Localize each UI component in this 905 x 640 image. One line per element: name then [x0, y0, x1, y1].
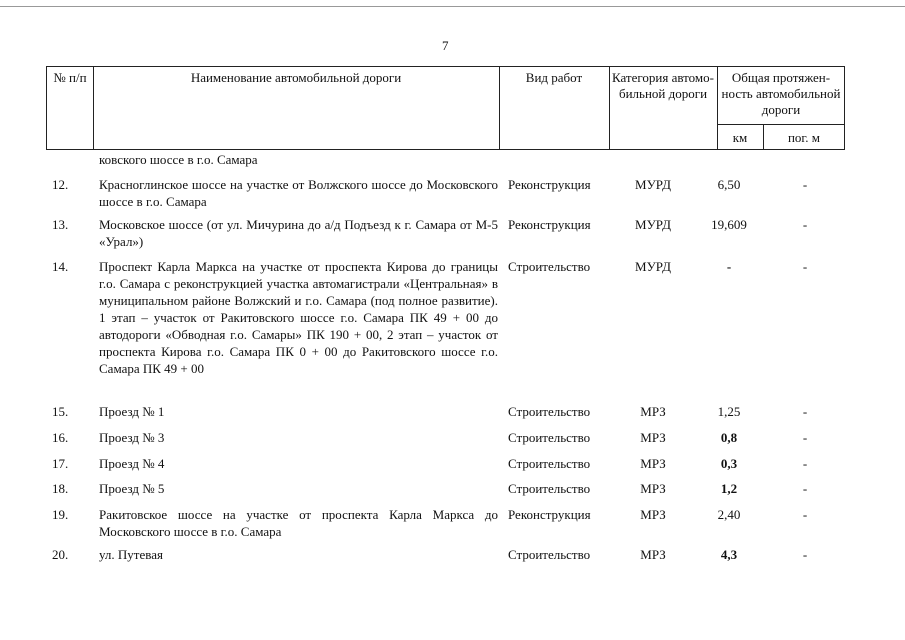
category-cell: МРЗ — [640, 404, 666, 419]
length-km-cell: 2,40 — [717, 507, 741, 522]
length-km-cell: 0,3 — [720, 456, 738, 471]
category-cell: МУРД — [635, 259, 671, 274]
length-pog-m-cell: - — [802, 507, 808, 522]
row-number-cell: 13. — [52, 217, 69, 232]
length-pog-m-cell: - — [802, 456, 808, 471]
row-number-cell: 16. — [52, 430, 69, 445]
length-km-cell: 19,609 — [711, 217, 747, 232]
header-divider-2 — [499, 66, 500, 150]
row-number-cell: 20. — [52, 547, 69, 562]
length-pog-m-cell: - — [802, 404, 808, 419]
length-pog-m-cell: - — [802, 547, 808, 562]
category-cell: МУРД — [635, 217, 671, 232]
header-pog-m: пог. м — [787, 130, 821, 145]
work-type-cell: Строительство — [508, 430, 591, 445]
row-number-cell: 15. — [52, 404, 69, 419]
road-name-cell: Проспект Карла Маркса на участке от проспекта Кирова до границы г.о. Самара с реконструкцией участка автомагистрали «Центральная» в муниципальном районе Волжский и г.о. Самара (под полное развитие). 1 этап – участок от Ракитовского шоссе г.о. Самара ПК 49 + 00 до автодороги «Обводная г.о. Самары» ПК 190 + 00, 2 этап – участок от проспекта Кирова г.о. Самара ПК 0 + 00 до Ракитовского шоссе г.о. Самара ПК 49 + 00 — [99, 259, 498, 376]
header-name: Наименование автомобильной дороги — [190, 70, 402, 85]
length-pog-m-cell: - — [802, 259, 808, 274]
category-cell: МРЗ — [640, 430, 666, 445]
category-cell: МРЗ — [640, 507, 666, 522]
header-num: № п/п — [53, 70, 87, 85]
road-name-cell: Проезд № 4 — [99, 456, 165, 471]
work-type-cell: Строительство — [508, 481, 591, 496]
work-type-cell: Строительство — [508, 547, 591, 562]
header-top-border — [46, 66, 845, 67]
length-km-cell: 1,25 — [717, 404, 741, 419]
length-pog-m-cell: - — [802, 217, 808, 232]
header-bottom-border — [46, 149, 845, 150]
table-header — [46, 66, 845, 150]
road-name-cell: Московское шоссе (от ул. Мичурина до а/д Подъезд к г. Самара от М-5 «Урал») — [99, 217, 498, 249]
road-name-cell: ковского шоссе в г.о. Самара — [99, 152, 258, 167]
road-name-cell: Проезд № 3 — [99, 430, 165, 445]
length-km-cell: - — [726, 259, 732, 274]
work-type-cell: Строительство — [508, 404, 591, 419]
road-name-cell: Проезд № 5 — [99, 481, 165, 496]
row-number-cell: 12. — [52, 177, 69, 192]
header-divider-3 — [609, 66, 610, 150]
page-number: 7 — [442, 38, 449, 53]
work-type-cell: Реконструкция — [508, 217, 591, 232]
row-number-cell: 14. — [52, 259, 69, 274]
row-number-cell: 18. — [52, 481, 69, 496]
length-pog-m-cell: - — [802, 177, 808, 192]
category-cell: МРЗ — [640, 481, 666, 496]
category-cell: МРЗ — [640, 547, 666, 562]
length-km-cell: 0,8 — [720, 430, 738, 445]
header-length: Общая протяжен-ность автомобильной дороги — [721, 70, 841, 117]
category-cell: МРЗ — [640, 456, 666, 471]
header-right-border — [844, 66, 845, 150]
length-km-cell: 6,50 — [717, 177, 741, 192]
road-name-cell: Ракитовское шоссе на участке от проспекта Карла Маркса до Московского шоссе в г.о. Самара — [99, 507, 498, 539]
length-km-cell: 4,3 — [720, 547, 738, 562]
header-category: Категория автомо-бильной дороги — [612, 70, 714, 101]
length-subheader-border — [717, 124, 845, 125]
road-name-cell: ул. Путевая — [99, 547, 163, 562]
header-divider-1 — [93, 66, 94, 150]
length-km-cell: 1,2 — [720, 481, 738, 496]
work-type-cell: Строительство — [508, 259, 591, 274]
work-type-cell: Строительство — [508, 456, 591, 471]
length-pog-m-cell: - — [802, 430, 808, 445]
top-rule — [0, 6, 905, 7]
category-cell: МУРД — [635, 177, 671, 192]
work-type-cell: Реконструкция — [508, 507, 591, 522]
header-km: км — [732, 130, 748, 145]
row-number-cell: 19. — [52, 507, 69, 522]
road-name-cell: Красноглинское шоссе на участке от Волжского шоссе до Московского шоссе в г.о. Самара — [99, 177, 498, 209]
header-left-border — [46, 66, 47, 150]
length-pog-m-cell: - — [802, 481, 808, 496]
road-name-cell: Проезд № 1 — [99, 404, 165, 419]
header-work: Вид работ — [525, 70, 583, 85]
row-number-cell: 17. — [52, 456, 69, 471]
work-type-cell: Реконструкция — [508, 177, 591, 192]
